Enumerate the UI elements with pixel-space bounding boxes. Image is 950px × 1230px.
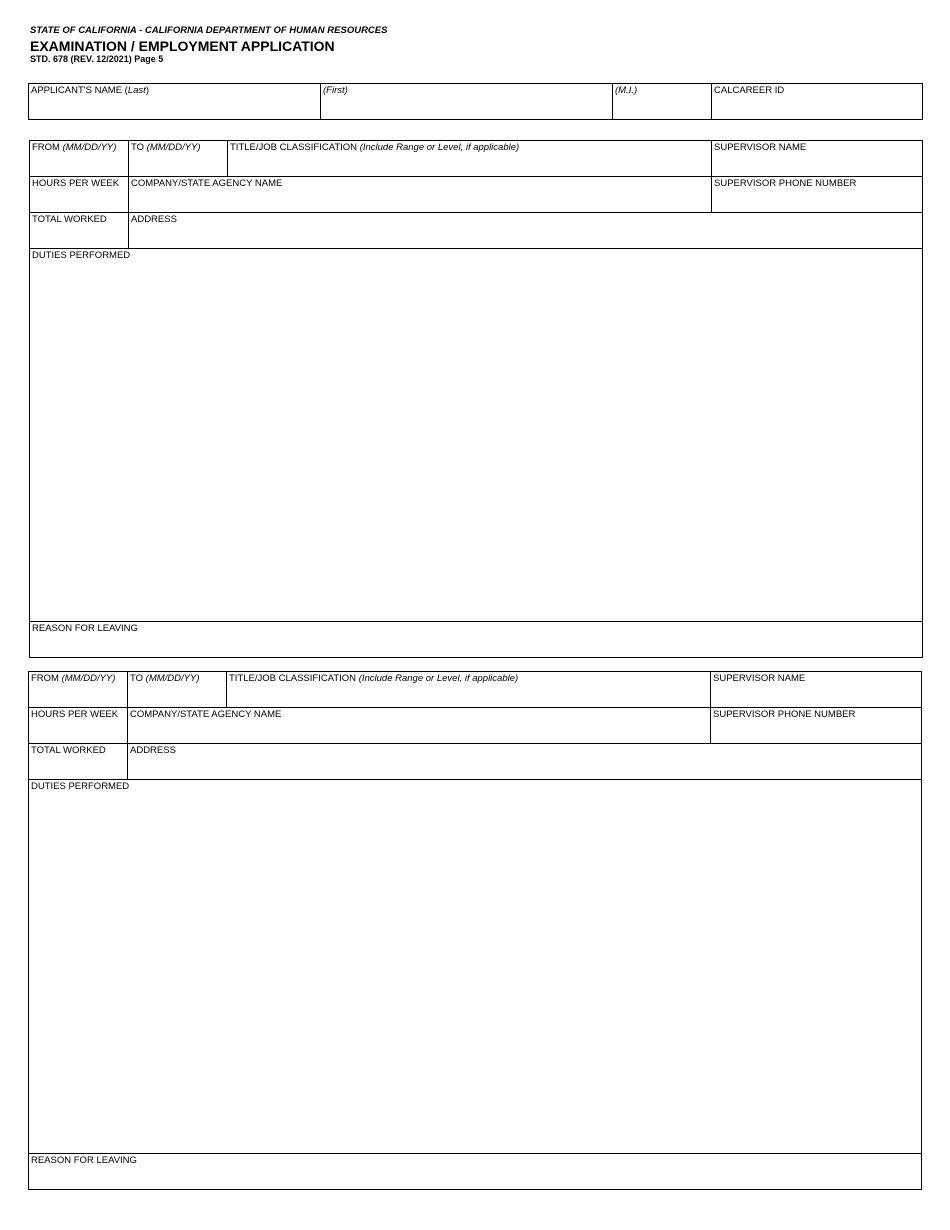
address-cell <box>128 212 923 249</box>
address-label: ADDRESS <box>130 745 176 756</box>
supervisor-name-label: SUPERVISOR NAME <box>713 673 806 684</box>
job-title-input[interactable] <box>228 153 712 176</box>
job-title-input[interactable] <box>227 684 711 707</box>
total-worked-input[interactable] <box>30 225 129 248</box>
applicant-first-name-cell <box>320 83 614 120</box>
reason-for-leaving-input[interactable] <box>30 634 922 657</box>
supervisor-name-cell <box>711 140 923 177</box>
reason-for-leaving-label: REASON FOR LEAVING <box>31 1155 137 1166</box>
from-date-cell <box>28 671 129 708</box>
company-name-cell <box>128 176 713 213</box>
duties-performed-cell <box>28 779 922 1155</box>
hours-per-week-cell <box>28 707 129 744</box>
applicant-last-name-label: APPLICANT'S NAME (Last) <box>31 85 149 96</box>
calcareer-id-cell <box>711 83 923 120</box>
total-worked-cell <box>29 212 130 249</box>
supervisor-phone-input[interactable] <box>712 189 922 212</box>
hours-per-week-input[interactable] <box>29 720 128 743</box>
applicant-first-name-label: (First) <box>323 85 348 96</box>
to-date-input[interactable] <box>128 684 227 707</box>
job-title-cell <box>227 140 713 177</box>
agency-name: STATE OF CALIFORNIA - CALIFORNIA DEPARTMENT OF HUMAN RESOURCES <box>30 25 388 36</box>
to-date-label: TO (MM/DD/YY) <box>130 673 200 684</box>
reason-for-leaving-cell <box>29 621 923 658</box>
from-date-cell <box>29 140 130 177</box>
duties-performed-cell <box>29 248 923 623</box>
supervisor-name-input[interactable] <box>711 684 921 707</box>
company-name-label: COMPANY/STATE AGENCY NAME <box>131 178 283 189</box>
supervisor-phone-label: SUPERVISOR PHONE NUMBER <box>714 178 857 189</box>
reason-for-leaving-input[interactable] <box>29 1166 921 1189</box>
address-cell <box>127 743 922 780</box>
supervisor-name-cell <box>710 671 922 708</box>
company-name-input[interactable] <box>129 189 712 212</box>
from-date-input[interactable] <box>29 684 128 707</box>
address-label: ADDRESS <box>131 214 177 225</box>
supervisor-name-input[interactable] <box>712 153 922 176</box>
applicant-mi-label: (M.I.) <box>615 85 638 96</box>
duties-performed-label: DUTIES PERFORMED <box>32 250 131 261</box>
company-name-label: COMPANY/STATE AGENCY NAME <box>130 709 282 720</box>
supervisor-phone-cell <box>711 176 923 213</box>
reason-for-leaving-label: REASON FOR LEAVING <box>32 623 138 634</box>
total-worked-label: TOTAL WORKED <box>31 745 106 756</box>
supervisor-phone-input[interactable] <box>711 720 921 743</box>
hours-per-week-label: HOURS PER WEEK <box>32 178 120 189</box>
company-name-input[interactable] <box>128 720 711 743</box>
duties-performed-input[interactable] <box>29 792 921 1154</box>
supervisor-phone-cell <box>710 707 922 744</box>
job-title-label: TITLE/JOB CLASSIFICATION (Include Range or Level, if applicable) <box>230 142 520 153</box>
applicant-last-name-input[interactable] <box>29 96 321 119</box>
supervisor-phone-label: SUPERVISOR PHONE NUMBER <box>713 709 856 720</box>
supervisor-name-label: SUPERVISOR NAME <box>714 142 807 153</box>
form-number: STD. 678 (REV. 12/2021) Page 5 <box>30 54 164 64</box>
total-worked-label: TOTAL WORKED <box>32 214 107 225</box>
form-title: EXAMINATION / EMPLOYMENT APPLICATION <box>30 38 335 54</box>
job-title-cell <box>226 671 712 708</box>
hours-per-week-input[interactable] <box>30 189 129 212</box>
total-worked-input[interactable] <box>29 756 128 779</box>
calcareer-id-label: CALCAREER ID <box>714 85 785 96</box>
applicant-first-name-input[interactable] <box>321 96 613 119</box>
to-date-label: TO (MM/DD/YY) <box>131 142 201 153</box>
to-date-cell <box>127 671 228 708</box>
from-date-label: FROM (MM/DD/YY) <box>31 673 116 684</box>
hours-per-week-label: HOURS PER WEEK <box>31 709 119 720</box>
job-title-label: TITLE/JOB CLASSIFICATION (Include Range or Level, if applicable) <box>229 673 519 684</box>
from-date-input[interactable] <box>30 153 129 176</box>
calcareer-id-input[interactable] <box>712 96 922 119</box>
from-date-label: FROM (MM/DD/YY) <box>32 142 117 153</box>
to-date-cell <box>128 140 229 177</box>
address-input[interactable] <box>129 225 922 248</box>
reason-for-leaving-cell <box>28 1153 922 1190</box>
applicant-mi-input[interactable] <box>613 96 712 119</box>
hours-per-week-cell <box>29 176 130 213</box>
address-input[interactable] <box>128 756 921 779</box>
to-date-input[interactable] <box>129 153 228 176</box>
total-worked-cell <box>28 743 129 780</box>
applicant-last-name-cell <box>28 83 322 120</box>
duties-performed-input[interactable] <box>30 261 922 622</box>
company-name-cell <box>127 707 712 744</box>
applicant-mi-cell <box>612 83 713 120</box>
duties-performed-label: DUTIES PERFORMED <box>31 781 130 792</box>
